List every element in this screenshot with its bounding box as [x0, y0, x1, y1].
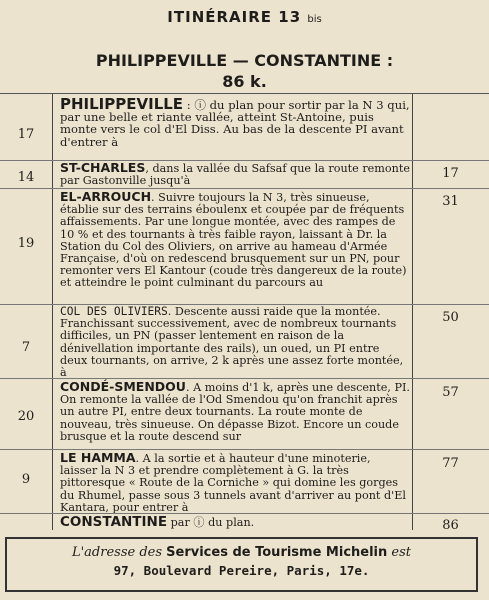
stage-cumulative: 77 — [442, 456, 459, 471]
stage-text: . Suivre toujours la N 3, très sinueuse, établie sur des terrains éboulenx et coupée par de fréquents affaissements. Par une longue montée, avec des rampes de 10 % et des tournants à très faible rayon, laissant à Dr. la Station du Col des Oliviers, on arrive au hameau d'Armée Française, d'où on redescend brusquement sur un PN, pour remonter vers El Kantour (coude très dangereux de la route) et atteindre le point culminant du parcours au — [60, 191, 407, 290]
stage-place: CONSTANTINE — [60, 514, 168, 530]
stage-distance: 7 — [21, 340, 31, 355]
stage-place: ST-CHARLES — [60, 160, 146, 175]
stage-text: : ⓘ du plan pour sortir par la N 3 qui, par une belle et riante vallée, atteint St-Antoine, puis monte vers le col d'El Diss. Au bas de la descente PI avant d'entrer à — [60, 98, 410, 149]
stage-text: . A moins d'1 k, après une descente, PI. On remonte la vallée de l'Od Smendou qu'on franchit après un autre PI, entre deux tournants. La route monte de nouveau, très sinueuse. On dépasse Bizot. Encore un coude brusque et la route descend sur — [60, 381, 410, 443]
stage-cumulative: 17 — [442, 166, 459, 181]
footer-address: 97, Boulevard Pereire, Paris, 17e. — [113, 563, 370, 578]
stage-place: EL-ARROUCH — [60, 189, 152, 204]
footer-services: Services de Tourisme Michelin — [166, 545, 388, 560]
stage-conde-smendou — [60, 381, 410, 443]
route-name: PHILIPPEVILLE — CONSTANTINE : — [95, 51, 394, 70]
footer-line-1 — [7, 545, 476, 560]
itinerary-suffix: bis — [307, 14, 322, 25]
stage-le-hamma — [60, 452, 410, 514]
stage-constantine — [60, 516, 410, 529]
stage-el-arrouch — [60, 191, 410, 290]
stage-cumulative: 57 — [442, 385, 459, 400]
itinerary-title — [0, 8, 489, 26]
stage-distance: 19 — [17, 236, 35, 251]
michelin-footer — [5, 537, 478, 592]
stage-text: . A la sortie et à hauteur d'une minoterie, laisser la N 3 et prendre complètement à G. la très pittoresque « Route de la Corniche » qui domine les gorges du Rhumel, passe sous 3 tunnels avant d'arriver au pont d'El Kantara, pour entrer à — [60, 452, 406, 514]
stage-philippeville — [60, 95, 410, 149]
route-title — [0, 50, 489, 92]
stage-text: , dans la vallée du Safsaf que la route remonte par Gastonville jusqu'à — [60, 162, 410, 188]
stage-distance: 17 — [17, 127, 35, 142]
stage-distance: 9 — [21, 472, 31, 487]
stage-st-charles — [60, 162, 410, 187]
stage-cumulative: 31 — [442, 194, 459, 209]
footer-text: L'adresse des — [71, 545, 167, 560]
stage-text: . Descente aussi raide que la montée. Franchissant successivement, avec de nombreux tournants difficiles, un PN (passer lentement en raison de la dénivellation importante des rails), un oued, un PI entre deux tournants, on arrive, 2 k après une assez forte montée, à — [60, 305, 404, 380]
stage-cumulative: 50 — [442, 310, 459, 325]
stage-place: CONDÉ-SMENDOU — [60, 379, 186, 394]
route-distance: 86 k. — [222, 72, 267, 91]
stage-text: par ⓘ du plan. — [167, 516, 255, 529]
stage-place: PHILIPPEVILLE — [60, 95, 184, 113]
stage-cumulative: 86 — [442, 518, 459, 533]
stage-col-des-oliviers — [60, 306, 410, 379]
footer-text: est — [387, 545, 412, 560]
stage-distance: 14 — [17, 170, 35, 185]
table-top-border — [0, 93, 489, 94]
itinerary-number: ITINÉRAIRE 13 — [167, 8, 302, 26]
stage-distance: 20 — [17, 409, 35, 424]
stage-place: LE HAMMA — [60, 450, 136, 465]
stage-place: COL DES OLIVIERS — [60, 305, 168, 318]
